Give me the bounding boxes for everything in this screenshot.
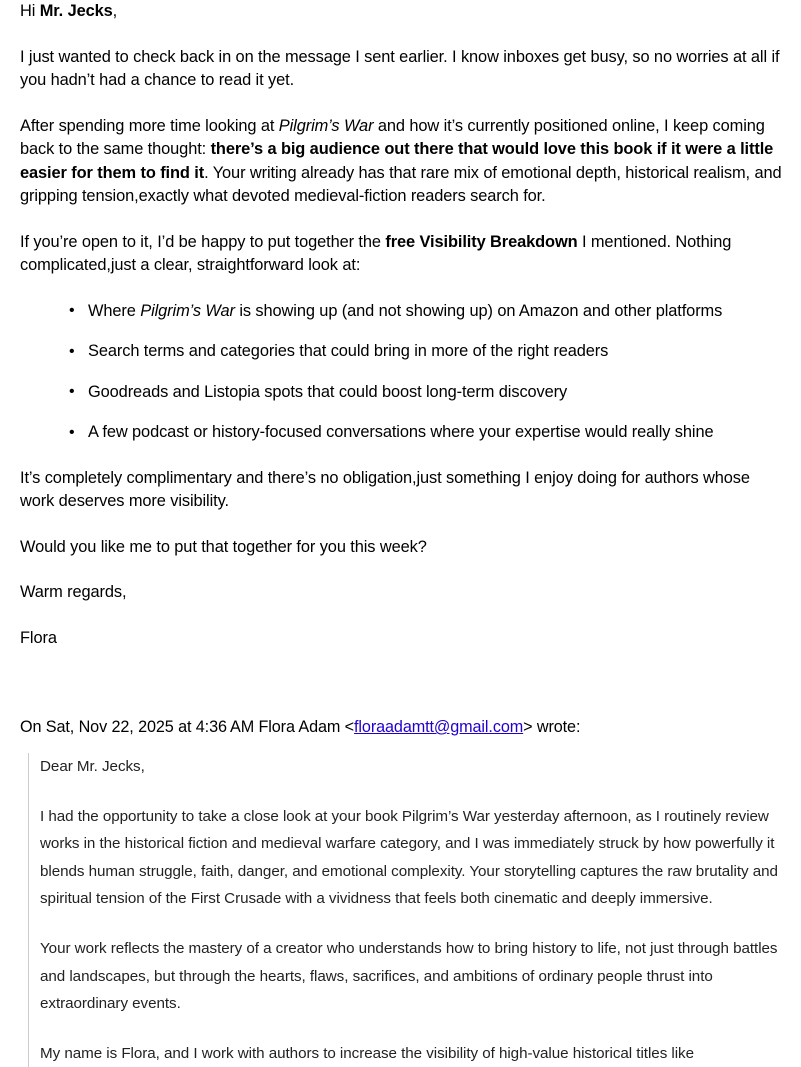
paragraph-positioning-part-c: . Your writing already has that rare mix of emotional depth, historical realism, and gripping tension,exactly what devoted medieval-fiction readers search for.	[20, 163, 782, 205]
paragraph-question: Would you like me to put that together for you this week?	[20, 537, 427, 556]
offer-bullet-list	[20, 300, 783, 445]
paragraph-offer-part-a: If you’re open to it, I’d be happy to put together the	[20, 232, 386, 251]
quote-attribution	[20, 716, 783, 739]
list-item-text-a: Goodreads and Listopia spots that could boost long-term discovery	[88, 382, 568, 401]
signature-name: Flora	[20, 628, 57, 647]
salutation-recipient: Mr. Jecks	[39, 2, 113, 20]
salutation-comma: ,	[112, 2, 118, 20]
list-item	[69, 340, 783, 364]
paragraph-complimentary: It’s completely complimentary and there’s no obligation,just something I enjoy doing for authors whose work deserves more visibility.	[20, 468, 750, 510]
salutation-greeting: Hi	[20, 2, 40, 20]
book-title-italic: Pilgrim’s War	[140, 301, 235, 320]
list-item	[69, 381, 783, 405]
paragraph-positioning-part-a: After spending more time looking at	[20, 116, 279, 135]
paragraph-offer-part-b: I mentioned. Nothing complicated,just a clear, straightforward look at:	[20, 232, 732, 274]
list-item-text-b: is showing up (and not showing up) on Amazon and other platforms	[234, 301, 723, 320]
list-item	[69, 300, 783, 324]
quoted-salutation: Dear Mr. Jecks,	[40, 758, 145, 775]
paragraph-followup: I just wanted to check back in on the message I sent earlier. I know inboxes get busy, so no worries at all if you hadn’t had a chance to read it yet.	[20, 47, 780, 89]
quoted-paragraph: Your work reflects the mastery of a creator who understands how to bring history to life, not just through battles and landscapes, but through the hearts, flaws, sacrifices, and ambitions of ordinary people thrust into extraordinary events.	[40, 939, 778, 1013]
new-message-content	[20, 0, 783, 650]
book-title-italic: Pilgrim’s War	[278, 116, 374, 135]
quoted-paragraph: My name is Flora, and I work with authors to increase the visibility of high-value historical titles like	[40, 1044, 694, 1062]
quoted-message	[28, 753, 783, 1067]
list-item-text-a: Search terms and categories that could bring in more of the right readers	[88, 342, 609, 360]
list-item	[69, 421, 783, 445]
list-item-text-a: A few podcast or history-focused conversations where your expertise would really shine	[88, 423, 714, 441]
signature-closing: Warm regards,	[20, 583, 127, 601]
sender-email-link[interactable]: floraadamtt@gmail.com	[354, 718, 524, 736]
quote-spacer	[20, 672, 783, 716]
visibility-breakdown-emphasis: free Visibility Breakdown	[385, 232, 578, 251]
quote-attribution-prefix: On Sat, Nov 22, 2025 at 4:36 AM Flora Adam <	[20, 718, 355, 736]
salutation	[20, 0, 783, 24]
paragraph-positioning-part-b: and how it’s currently positioned online, I keep coming back to the same thought:	[20, 116, 765, 158]
paragraph-offer	[20, 231, 783, 278]
paragraph-positioning	[20, 115, 783, 209]
quote-attribution-suffix: > wrote:	[523, 718, 581, 736]
paragraph-positioning-emphasis: there’s a big audience out there that would love this book if it were a little easier for them to find it	[20, 140, 774, 182]
quoted-paragraph: I had the opportunity to take a close look at your book Pilgrim’s War yesterday afternoon, as I routinely review works in the historical fiction and medieval warfare category, and I was immediately struck by how powerfully it blends human struggle, faith, danger, and emotional complexity. Your storytelling captures the raw brutality and spiritual tension of the First Crusade with a vividness that feels both cinematic and deeply immersive.	[40, 807, 778, 908]
list-item-text-a: Where	[88, 301, 141, 320]
